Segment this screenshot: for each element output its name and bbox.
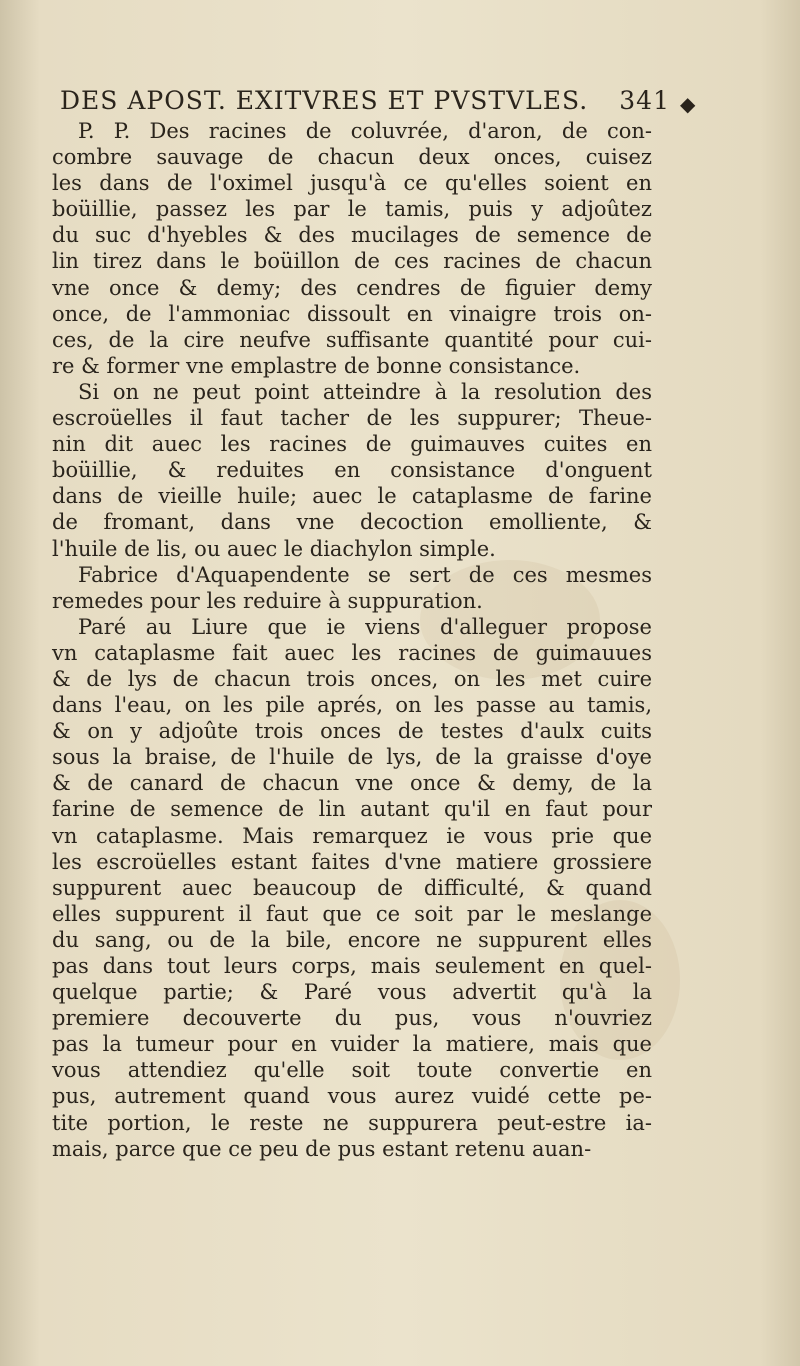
text-line: ces, de la cire neufve suffisante quantité pour cui- (52, 327, 652, 352)
text-line: boüillie, passez les par le tamis, puis y adjoûtez (52, 197, 652, 222)
text-line: vous attendiez qu'elle soit toute convertie en (52, 1058, 652, 1083)
text-line: lin tirez dans le boüillon de ces racines de chacun (52, 249, 652, 274)
text-line: les dans de l'oximel jusqu'à ce qu'elles soient en (52, 171, 652, 196)
text-line: pas la tumeur pour en vuider la matiere, mais que (52, 1032, 652, 1057)
text-line: suppurent auec beaucoup de difficulté, & quand (52, 875, 652, 900)
text-line: & de lys de chacun trois onces, on les met cuire (52, 666, 652, 691)
text-line: les escroüelles estant faites d'vne matiere grossiere (52, 849, 652, 874)
paragraph (52, 379, 652, 562)
text-line: combre sauvage de chacun deux onces, cuisez (52, 145, 652, 170)
text-line: pus, autrement quand vous aurez vuidé cette pe- (52, 1084, 652, 1109)
paragraph (52, 562, 652, 614)
running-title: DES APOST. EXITVRES ET PVSTVLES. (60, 86, 589, 115)
text-line: de fromant, dans vne decoction emolliente, & (52, 510, 652, 535)
text-line: nin dit auec les racines de guimauves cuites en (52, 432, 652, 457)
running-header (60, 86, 670, 115)
paragraph (52, 614, 652, 1162)
text-line: pas dans tout leurs corps, mais seulement en quel- (52, 954, 652, 978)
text-line: & de canard de chacun vne once & demy, de la (52, 771, 652, 796)
text-line: sous la braise, de l'huile de lys, de la graisse d'oye (52, 745, 652, 770)
text-line: du sang, ou de la bile, encore ne suppurent elles (52, 927, 652, 952)
page-number: 341 (619, 86, 670, 115)
text-line: l'huile de lis, ou auec le diachylon simple. (52, 536, 496, 561)
text-line: mais, parce que ce peu de pus estant retenu auan- (52, 1136, 592, 1161)
text-line: quelque partie; & Paré vous advertit qu'à la (52, 980, 652, 1005)
ornament-mark: ◆ (680, 92, 696, 116)
text-line: remedes pour les reduire à suppuration. (52, 588, 483, 613)
text-line: tite portion, le reste ne suppurera peut-estre ia- (52, 1110, 652, 1135)
text-line: escroüelles il faut tacher de les suppurer; Theue- (52, 406, 652, 431)
text-line: farine de semence de lin autant qu'il en faut pour (52, 797, 652, 822)
text-line: vn cataplasme. Mais remarquez ie vous prie que (52, 823, 652, 848)
text-line: premiere decouverte du pus, vous n'ouvriez (52, 1006, 652, 1031)
paragraph (52, 118, 652, 379)
text-line: boüillie, & reduites en consistance d'onguent (52, 458, 652, 483)
page-body-text (52, 118, 652, 1162)
text-line: vn cataplasme fait auec les racines de guimauues (52, 640, 652, 665)
text-line: re & former vne emplastre de bonne consistance. (52, 353, 581, 378)
text-line: Fabrice d'Aquapendente se sert de ces mesmes (78, 562, 652, 587)
text-line: P. P. Des racines de coluvrée, d'aron, de con- (78, 119, 652, 143)
text-line: Paré au Liure que ie viens d'alleguer propose (78, 614, 652, 639)
text-line: vne once & demy; des cendres de figuier demy (52, 275, 652, 300)
text-line: du suc d'hyebles & des mucilages de semence de (52, 223, 652, 248)
text-line: & on y adjoûte trois onces de testes d'aulx cuits (52, 719, 652, 744)
text-line: Si on ne peut point atteindre à la resolution des (78, 379, 652, 404)
text-line: dans de vieille huile; auec le cataplasme de farine (52, 484, 652, 509)
text-line: dans l'eau, on les pile aprés, on les passe au tamis, (52, 693, 652, 718)
text-line: elles suppurent il faut que ce soit par le meslange (52, 901, 652, 926)
text-line: once, de l'ammoniac dissoult en vinaigre trois on- (52, 301, 652, 326)
